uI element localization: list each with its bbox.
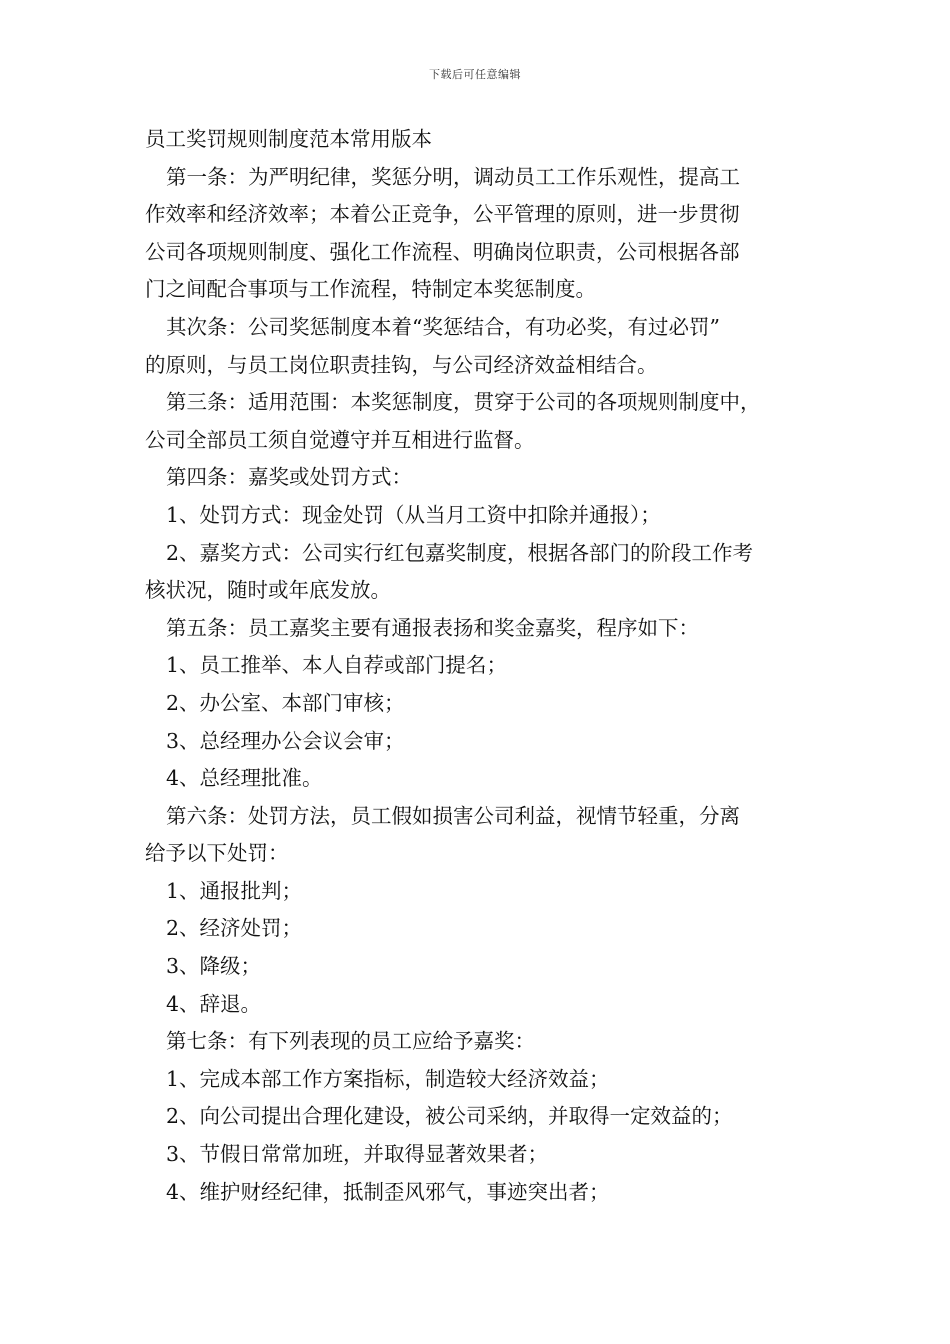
text-line: 第六条：处罚方法，员工假如损害公司利益，视情节轻重，分离 [166, 803, 740, 828]
text-line: 的原则，与员工岗位职责挂钩，与公司经济效益相结合。 [145, 352, 658, 377]
document-lines [145, 159, 825, 1212]
text-line: 4、辞退。 [166, 991, 262, 1016]
text-line: 1、完成本部工作方案指标，制造较大经济效益； [166, 1066, 610, 1091]
text-line: 1、通报批判； [166, 878, 303, 903]
text-line: 2、向公司提出合理化建设，被公司采纳，并取得一定效益的； [166, 1104, 733, 1129]
text-line: 门之间配合事项与工作流程，特制定本奖惩制度。 [145, 277, 596, 302]
header-note: 下载后可任意编辑 [429, 68, 521, 81]
text-line: 第七条：有下列表现的员工应给予嘉奖： [166, 1029, 535, 1054]
text-line: 4、总经理批准。 [166, 766, 323, 791]
text-line: 1、处罚方式：现金处罚（从当月工资中扣除并通报）； [166, 502, 661, 527]
text-line: 公司各项规则制度、强化工作流程、明确岗位职责，公司根据各部 [145, 239, 740, 264]
text-line: 核状况，随时或年底发放。 [145, 578, 391, 603]
text-line: 1、员工推举、本人自荐或部门提名； [166, 653, 508, 678]
text-line: 公司全部员工须自觉遵守并互相进行监督。 [145, 427, 535, 452]
document-title: 员工奖罚规则制度范本常用版本 [145, 127, 432, 151]
text-line: 2、嘉奖方式：公司实行红包嘉奖制度，根据各部门的阶段工作考 [166, 540, 754, 565]
text-line: 4、维护财经纪律，抵制歪风邪气，事迹突出者； [166, 1179, 610, 1204]
text-line: 第三条：适用范围：本奖惩制度，贯穿于公司的各项规则制度中， [166, 390, 761, 415]
text-line: 2、经济处罚； [166, 916, 303, 941]
text-line: 其次条：公司奖惩制度本着“奖惩结合，有功必奖，有过必罚” [166, 314, 720, 339]
text-line: 3、节假日常常加班，并取得显著效果者； [166, 1142, 549, 1167]
text-line: 2、办公室、本部门审核； [166, 690, 405, 715]
text-line: 给予以下处罚： [145, 841, 289, 866]
text-line: 第一条：为严明纪律，奖惩分明，调动员工工作乐观性，提高工 [166, 164, 740, 189]
text-line: 第五条：员工嘉奖主要有通报表扬和奖金嘉奖，程序如下： [166, 615, 699, 640]
text-line: 第四条：嘉奖或处罚方式： [166, 465, 412, 490]
text-line: 3、降级； [166, 954, 262, 979]
text-line: 作效率和经济效率；本着公正竞争，公平管理的原则，进一步贯彻 [145, 202, 740, 227]
document-body [145, 121, 825, 1211]
text-line: 3、总经理办公会议会审； [166, 728, 405, 753]
